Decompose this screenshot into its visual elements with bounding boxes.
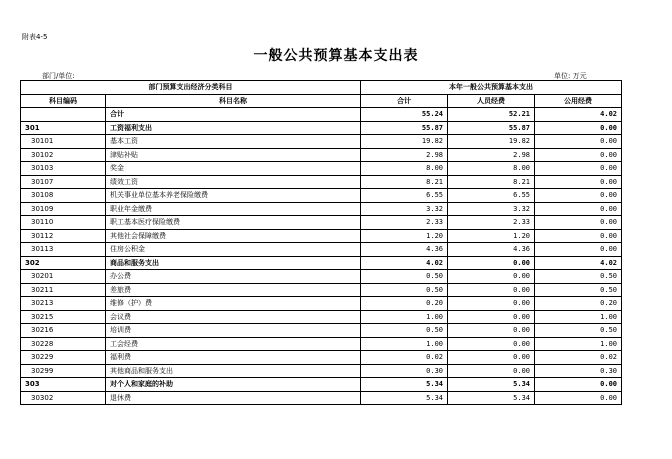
cell-total: 1.00 [361, 310, 448, 324]
cell-code: 30201 [21, 270, 106, 284]
col-header-code: 科目编码 [21, 94, 106, 108]
cell-code: 30215 [21, 310, 106, 324]
cell-total: 3.32 [361, 202, 448, 216]
cell-name: 培训费 [106, 324, 361, 338]
table-row [21, 324, 622, 338]
cell-code: 30229 [21, 351, 106, 365]
cell-name: 差旅费 [106, 283, 361, 297]
col-header-public: 公用经费 [535, 94, 622, 108]
cell-total: 1.00 [361, 337, 448, 351]
cell-name: 奖金 [106, 162, 361, 176]
cell-personnel: 0.00 [448, 337, 535, 351]
cell-total: 1.20 [361, 229, 448, 243]
group-header-right: 本年一般公共预算基本支出 [361, 81, 622, 95]
cell-total: 6.55 [361, 189, 448, 203]
cell-public: 1.00 [535, 337, 622, 351]
cell-personnel: 5.34 [448, 391, 535, 405]
cell-code: 302 [21, 256, 106, 270]
cell-total: 2.98 [361, 148, 448, 162]
table-row [21, 351, 622, 365]
cell-total: 8.21 [361, 175, 448, 189]
cell-code: 303 [21, 378, 106, 392]
cell-code: 30213 [21, 297, 106, 311]
cell-total: 55.87 [361, 121, 448, 135]
cell-total: 0.20 [361, 297, 448, 311]
table-row [21, 135, 622, 149]
cell-personnel: 1.20 [448, 229, 535, 243]
cell-public: 0.00 [535, 121, 622, 135]
unit-label: 单位: 万元 [554, 72, 587, 80]
department-label: 部门/单位: [42, 72, 75, 80]
cell-name: 津贴补贴 [106, 148, 361, 162]
table-row [21, 189, 622, 203]
cell-personnel: 0.00 [448, 270, 535, 284]
cell-code: 30216 [21, 324, 106, 338]
cell-public: 0.00 [535, 189, 622, 203]
cell-total: 19.82 [361, 135, 448, 149]
column-header-row [21, 94, 622, 108]
cell-public: 4.02 [535, 256, 622, 270]
cell-total: 0.02 [361, 351, 448, 365]
cell-personnel: 3.32 [448, 202, 535, 216]
group-header-left: 部门预算支出经济分类科目 [21, 81, 361, 95]
cell-code: 30110 [21, 216, 106, 230]
cell-code: 30113 [21, 243, 106, 257]
cell-code: 30108 [21, 189, 106, 203]
cell-total: 0.50 [361, 324, 448, 338]
table-row [21, 229, 622, 243]
cell-code: 30211 [21, 283, 106, 297]
cell-code: 30299 [21, 364, 106, 378]
cell-public: 0.50 [535, 324, 622, 338]
table-row [21, 108, 622, 122]
cell-total: 2.33 [361, 216, 448, 230]
cell-personnel: 0.00 [448, 364, 535, 378]
table-row [21, 148, 622, 162]
table-row [21, 337, 622, 351]
cell-personnel: 8.21 [448, 175, 535, 189]
cell-personnel: 8.00 [448, 162, 535, 176]
cell-personnel: 0.00 [448, 283, 535, 297]
cell-personnel: 0.00 [448, 351, 535, 365]
cell-personnel: 0.00 [448, 324, 535, 338]
cell-public: 0.00 [535, 162, 622, 176]
cell-personnel: 55.87 [448, 121, 535, 135]
cell-name: 维修（护）费 [106, 297, 361, 311]
cell-public: 0.30 [535, 364, 622, 378]
cell-total: 4.36 [361, 243, 448, 257]
cell-name: 基本工资 [106, 135, 361, 149]
cell-public: 0.00 [535, 175, 622, 189]
cell-personnel: 19.82 [448, 135, 535, 149]
cell-personnel: 4.36 [448, 243, 535, 257]
table-row [21, 310, 622, 324]
cell-personnel: 0.00 [448, 297, 535, 311]
cell-name: 会议费 [106, 310, 361, 324]
cell-code: 30109 [21, 202, 106, 216]
cell-personnel: 5.34 [448, 378, 535, 392]
group-header-row [21, 81, 622, 95]
cell-public: 0.00 [535, 135, 622, 149]
table-row [21, 283, 622, 297]
cell-name: 其他商品和服务支出 [106, 364, 361, 378]
cell-name: 绩效工资 [106, 175, 361, 189]
table-row [21, 121, 622, 135]
cell-name: 住房公积金 [106, 243, 361, 257]
cell-code: 30101 [21, 135, 106, 149]
cell-public: 0.00 [535, 148, 622, 162]
cell-public: 0.00 [535, 202, 622, 216]
table-row [21, 216, 622, 230]
cell-personnel: 2.98 [448, 148, 535, 162]
cell-public: 0.50 [535, 283, 622, 297]
cell-name: 福利费 [106, 351, 361, 365]
cell-total: 0.50 [361, 270, 448, 284]
col-header-total: 合计 [361, 94, 448, 108]
cell-total: 55.24 [361, 108, 448, 122]
cell-name: 职工基本医疗保险缴费 [106, 216, 361, 230]
cell-total: 0.50 [361, 283, 448, 297]
cell-total: 4.02 [361, 256, 448, 270]
cell-public: 0.00 [535, 391, 622, 405]
cell-personnel: 0.00 [448, 310, 535, 324]
table-row [21, 364, 622, 378]
cell-public: 4.02 [535, 108, 622, 122]
col-header-personnel: 人员经费 [448, 94, 535, 108]
cell-public: 0.00 [535, 229, 622, 243]
cell-total: 5.34 [361, 391, 448, 405]
cell-public: 0.20 [535, 297, 622, 311]
cell-code: 30107 [21, 175, 106, 189]
cell-code: 301 [21, 121, 106, 135]
cell-public: 0.00 [535, 216, 622, 230]
cell-name: 商品和服务支出 [106, 256, 361, 270]
table-row [21, 270, 622, 284]
cell-name: 合计 [106, 108, 361, 122]
cell-name: 工资福利支出 [106, 121, 361, 135]
cell-name: 工会经费 [106, 337, 361, 351]
table-row [21, 162, 622, 176]
col-header-name: 科目名称 [106, 94, 361, 108]
cell-name: 职业年金缴费 [106, 202, 361, 216]
cell-total: 5.34 [361, 378, 448, 392]
table-row [21, 391, 622, 405]
table-row [21, 243, 622, 257]
cell-personnel: 6.55 [448, 189, 535, 203]
cell-name: 退休费 [106, 391, 361, 405]
cell-code [21, 108, 106, 122]
cell-personnel: 2.33 [448, 216, 535, 230]
table-row [21, 297, 622, 311]
page-title: 一般公共预算基本支出表 [253, 48, 419, 64]
cell-code: 30302 [21, 391, 106, 405]
table-row [21, 202, 622, 216]
cell-public: 1.00 [535, 310, 622, 324]
cell-public: 0.50 [535, 270, 622, 284]
cell-code: 30228 [21, 337, 106, 351]
cell-public: 0.02 [535, 351, 622, 365]
table-row [21, 256, 622, 270]
cell-name: 对个人和家庭的补助 [106, 378, 361, 392]
cell-personnel: 52.21 [448, 108, 535, 122]
cell-code: 30102 [21, 148, 106, 162]
cell-code: 30112 [21, 229, 106, 243]
table-row [21, 175, 622, 189]
attachment-label: 附表4-5 [22, 33, 48, 41]
cell-code: 30103 [21, 162, 106, 176]
table-body [21, 108, 622, 405]
table-row [21, 378, 622, 392]
cell-public: 0.00 [535, 378, 622, 392]
cell-name: 办公费 [106, 270, 361, 284]
cell-name: 机关事业单位基本养老保险缴费 [106, 189, 361, 203]
cell-total: 8.00 [361, 162, 448, 176]
cell-personnel: 0.00 [448, 256, 535, 270]
cell-public: 0.00 [535, 243, 622, 257]
cell-name: 其他社会保障缴费 [106, 229, 361, 243]
expenditure-table [20, 80, 622, 405]
cell-total: 0.30 [361, 364, 448, 378]
